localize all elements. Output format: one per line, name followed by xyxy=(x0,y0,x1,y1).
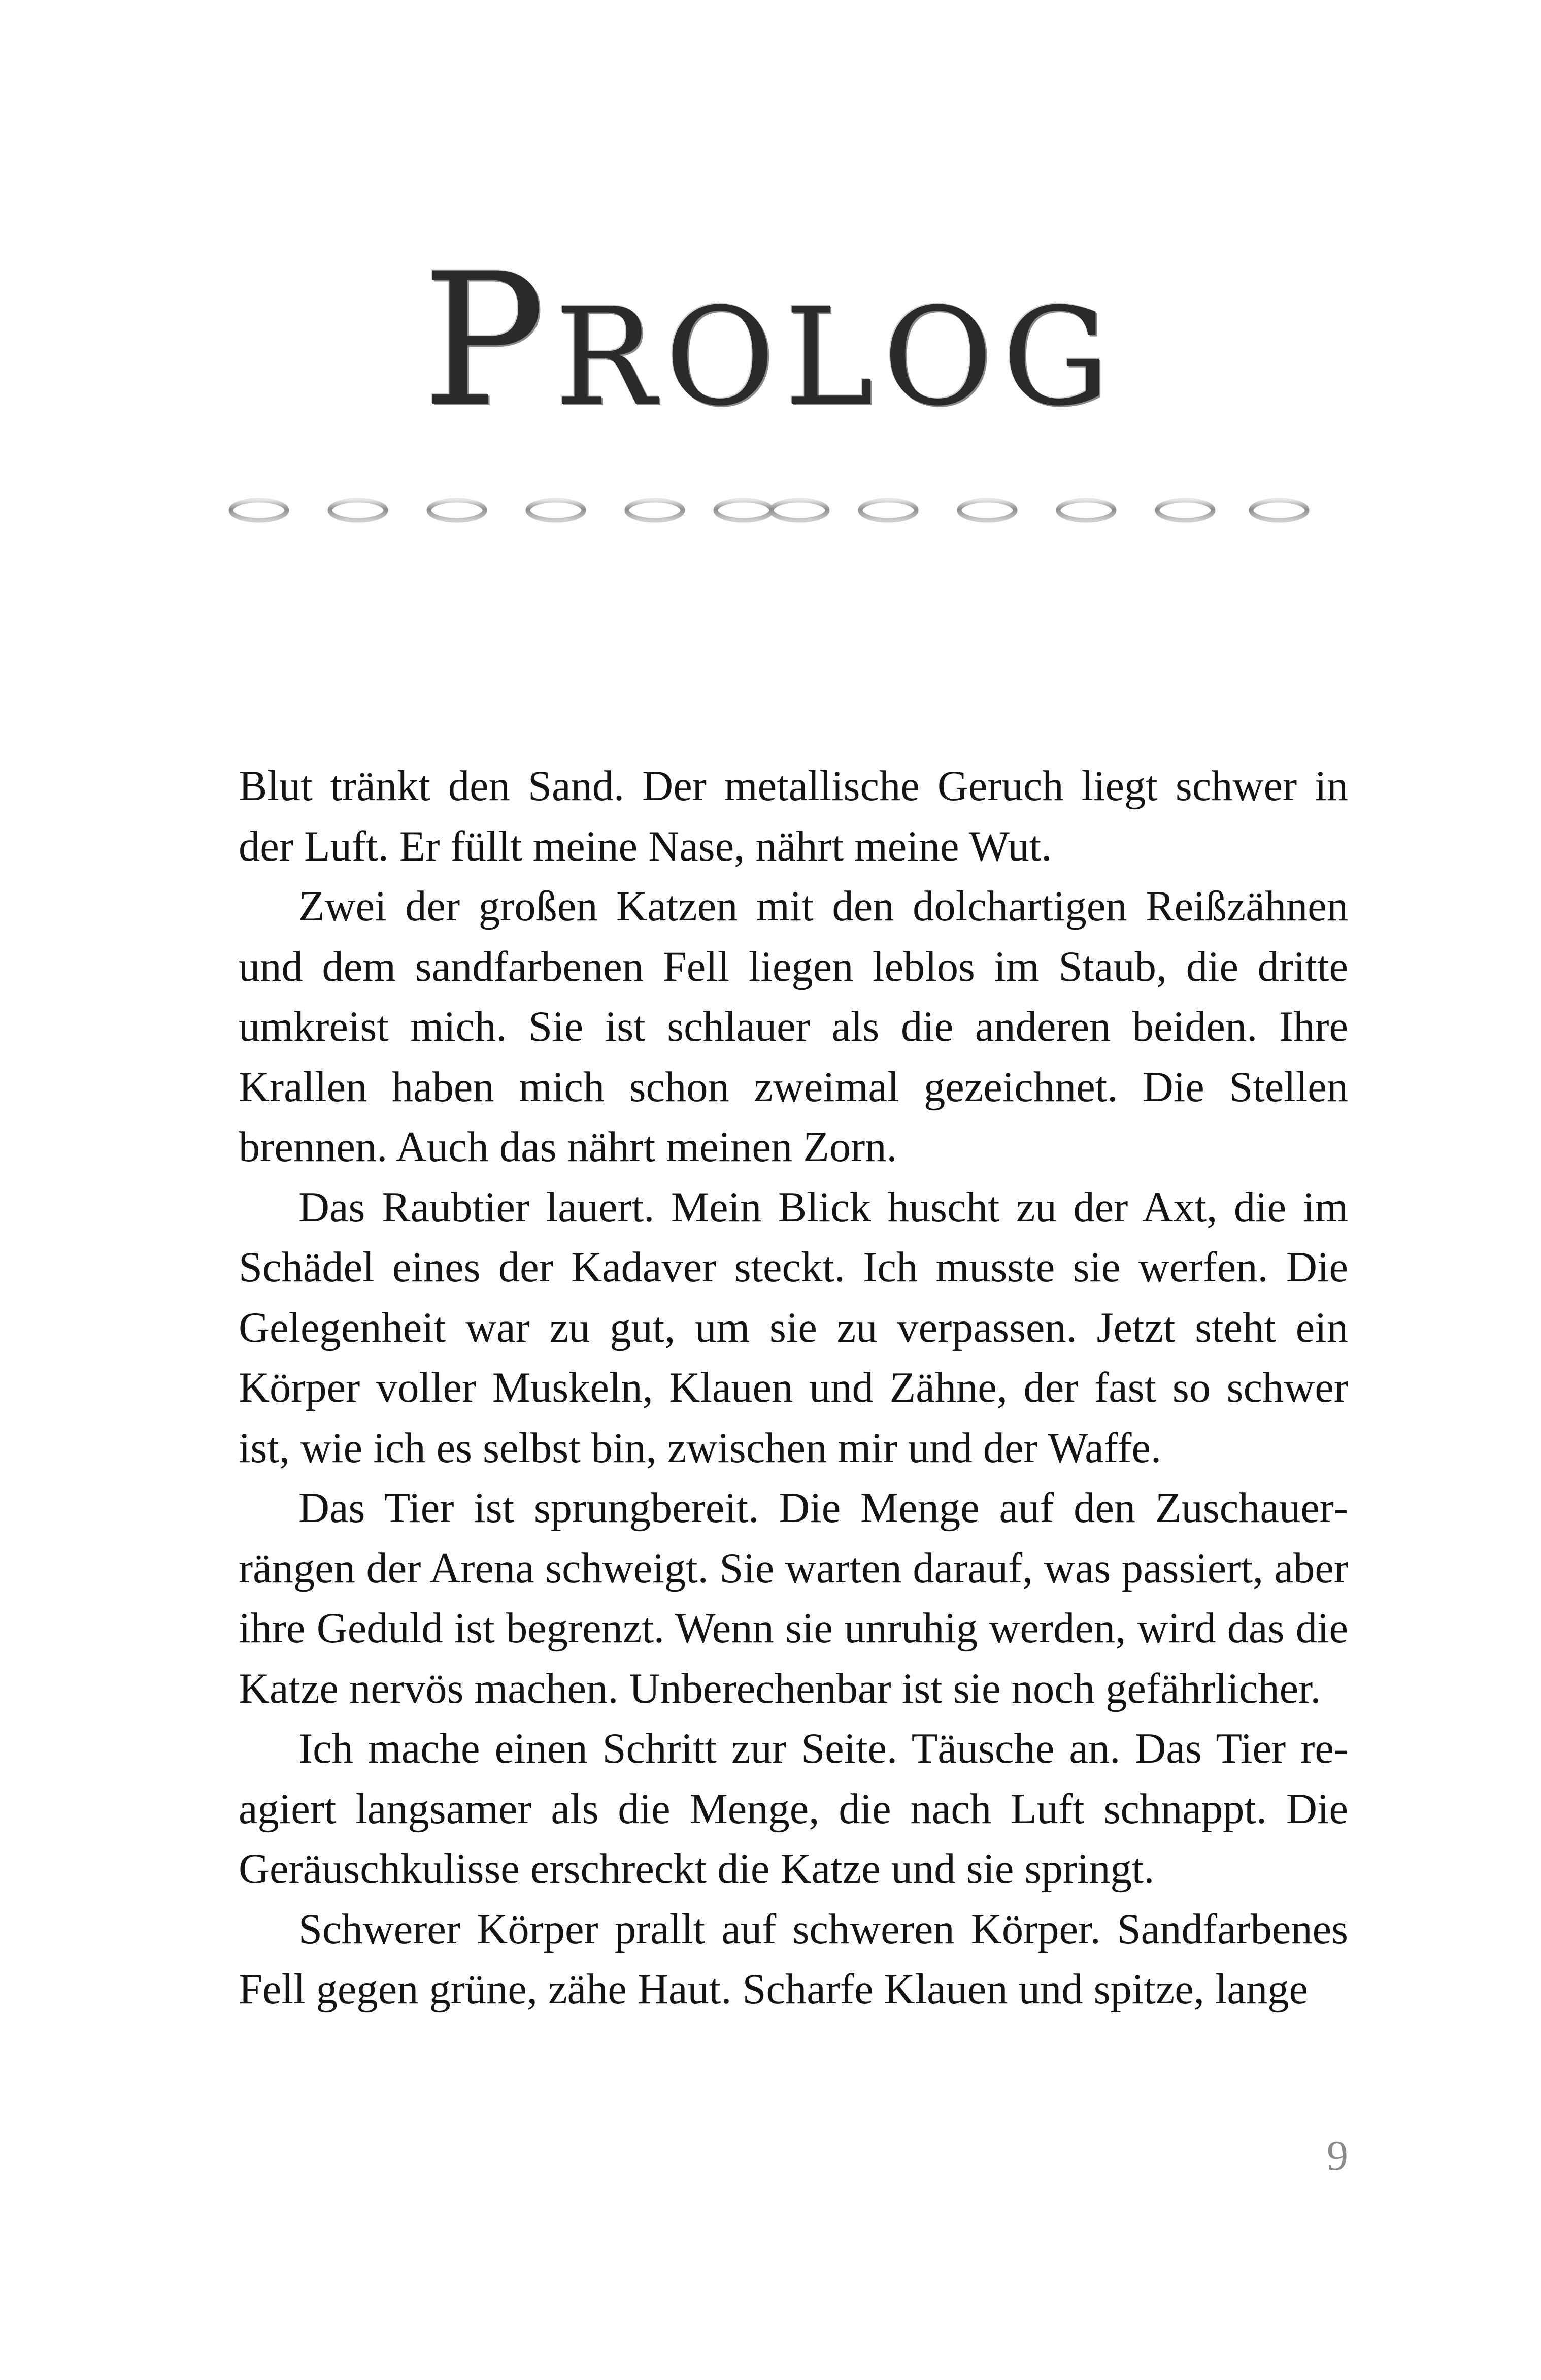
paragraph: Ich mache einen Schritt zur Seite. Täusche an. Das Tier reagiert langsamer als die Menge, die nach Luft schnappt. Die Geräuschkulisse erschreckt die Katze und sie springt. xyxy=(239,1725,1348,1893)
chain-link xyxy=(716,500,772,520)
paragraph: Blut tränkt den Sand. Der metallische Geruch liegt schwer in der Luft. Er füllt meine Nase, nährt meine Wut. xyxy=(239,763,1348,870)
chain-link xyxy=(860,500,916,520)
paragraph: Zwei der großen Katzen mit den dolchartigen Reißzähnen und dem sandfarbenen Fell liegen leblos im Staub, die dritte umkreist mich. Sie ist schlauer als die anderen beiden. Ihre Krallen haben mich schon zweimal gezeichnet. Die Stellen brennen. Auch das nährt meinen Zorn. xyxy=(239,883,1348,1171)
paragraph: Das Tier ist sprungbereit. Die Menge auf den Zuschauerrängen der Arena schweigt. Sie warten darauf, was passiert, aber ihre Geduld ist begrenzt. Wenn sie unruhig werden, wird das die Katze nervös machen. Unberechenbar ist sie noch gefährlicher. xyxy=(239,1484,1348,1712)
chain-link xyxy=(231,500,287,520)
chain-link xyxy=(627,500,683,520)
chain-link xyxy=(429,500,485,520)
chain-link xyxy=(772,500,827,520)
chain-link xyxy=(1058,500,1114,520)
page-number: 9 xyxy=(1327,2132,1348,2179)
chain-link xyxy=(330,500,386,520)
chain-link xyxy=(1251,500,1307,520)
body-text xyxy=(239,756,1348,2020)
chain-link xyxy=(528,500,584,520)
chapter-title-initial: P xyxy=(422,234,555,447)
chapter-title-rest: ROLOG xyxy=(554,279,1119,436)
chain-link xyxy=(1157,500,1213,520)
chain-ornament-icon xyxy=(168,485,1370,536)
chain-link xyxy=(959,500,1015,520)
paragraph: Schwerer Körper prallt auf schweren Körper. Sandfarbenes Fell gegen grüne, zähe Haut. Scharfe Klauen und spitze, lange xyxy=(239,1905,1348,2013)
chapter-title xyxy=(0,234,1541,447)
paragraph: Das Raubtier lauert. Mein Blick huscht zu der Axt, die im Schädel eines der Kadaver steckt. Ich musste sie werfen. Die Gelegenheit war zu gut, um sie zu verpassen. Jetzt steht ein Körper voller Muskeln, Klauen und Zähne, der fast so schwer ist, wie ich es selbst bin, zwischen mir und der Waffe. xyxy=(239,1183,1348,1472)
